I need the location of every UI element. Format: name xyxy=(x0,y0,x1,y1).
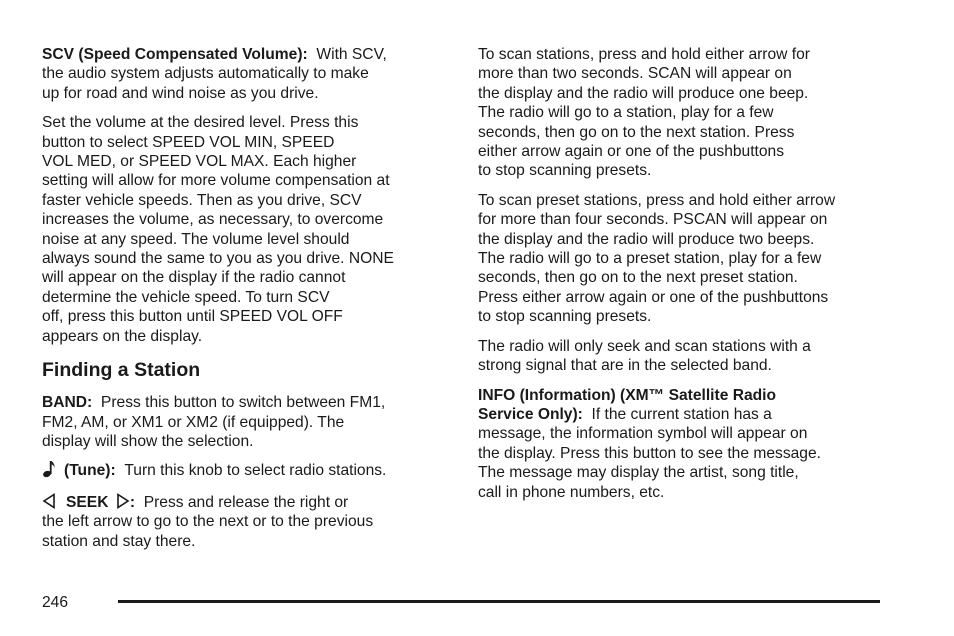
text-line: The radio will only seek and scan stations with a xyxy=(478,337,811,355)
text-line: the display. Press this button to see the message. xyxy=(478,444,821,462)
right-column xyxy=(478,45,888,512)
text-line: always sound the same to you as you drive. NONE xyxy=(42,250,394,268)
text-line: Press and release the right or xyxy=(143,493,349,511)
scv-term: SCV (Speed Compensated Volume): xyxy=(42,46,308,63)
text-line: Set the volume at the desired level. Press this xyxy=(42,114,359,132)
text-line: the display and the radio will produce two beeps. xyxy=(478,230,815,248)
text-line: faster vehicle speeds. Then as you drive, SCV xyxy=(42,191,362,209)
scan-paragraph xyxy=(478,45,888,181)
text-line: determine the vehicle speed. To turn SCV xyxy=(42,288,330,306)
text-line: to stop scanning presets. xyxy=(478,308,652,326)
band-term: BAND: xyxy=(42,394,93,412)
text-line: The message may display the artist, song title, xyxy=(478,464,799,482)
text-line: either arrow again or one of the pushbuttons xyxy=(478,143,785,161)
text-line: Press this button to switch between FM1, xyxy=(100,394,386,412)
text-line: setting will allow for more volume compensation at xyxy=(42,172,390,190)
section-heading: Finding a Station xyxy=(42,359,201,382)
text-line: the display and the radio will produce one beep. xyxy=(478,84,809,102)
band-paragraph xyxy=(42,393,452,451)
tune-paragraph xyxy=(42,461,452,480)
text-line: FM2, AM, or XM1 or XM2 (if equipped). The xyxy=(42,413,345,431)
text-line: noise at any speed. The volume level should xyxy=(42,230,350,248)
text-line: To scan preset stations, press and hold either arrow xyxy=(478,191,836,209)
text-line: station and stay there. xyxy=(42,532,196,550)
info-term-continued: Service Only): xyxy=(478,405,583,423)
text-line: message, the information symbol will appear on xyxy=(478,425,808,443)
left-arrow-icon xyxy=(42,493,56,509)
text-line: To scan stations, press and hold either arrow for xyxy=(478,46,810,63)
footer-rule xyxy=(118,600,880,603)
text-line: call in phone numbers, etc. xyxy=(478,483,665,501)
seek-note-paragraph xyxy=(478,337,888,376)
text-line: Turn this knob to select radio stations. xyxy=(124,462,387,480)
text-line: seconds, then go on to the next preset station. xyxy=(478,269,798,287)
text-line: increases the volume, as necessary, to overcome xyxy=(42,211,384,229)
scv-paragraph xyxy=(42,45,452,103)
right-arrow-icon xyxy=(116,493,130,509)
text-line: to stop scanning presets. xyxy=(478,162,652,180)
info-term: INFO (Information) (XM™ Satellite Radio xyxy=(478,386,777,404)
text-line: more than two seconds. SCAN will appear on xyxy=(478,65,792,83)
text-line: If the current station has a xyxy=(591,405,772,423)
text-line: for more than four seconds. PSCAN will appear on xyxy=(478,211,828,229)
text-line: VOL MED, or SPEED VOL MAX. Each higher xyxy=(42,153,357,171)
scv-line: With SCV, xyxy=(316,46,387,63)
text-line: seconds, then go on to the next station. Press xyxy=(478,123,795,141)
text-line: button to select SPEED VOL MIN, SPEED xyxy=(42,133,335,151)
text-line: strong signal that are in the selected band. xyxy=(478,357,772,375)
page-number: 246 xyxy=(42,594,69,611)
seek-paragraph xyxy=(42,493,452,551)
music-note-icon xyxy=(42,460,56,478)
tune-term: (Tune): xyxy=(64,462,116,480)
scv-line: the audio system adjusts automatically to make xyxy=(42,65,369,83)
text-line: will appear on the display if the radio cannot xyxy=(42,269,346,287)
info-paragraph xyxy=(478,386,888,502)
text-line: the left arrow to go to the next or to the previous xyxy=(42,513,374,531)
speed-volume-paragraph xyxy=(42,113,452,346)
pscan-paragraph xyxy=(478,191,888,327)
text-line: display will show the selection. xyxy=(42,432,254,450)
text-line: off, press this button until SPEED VOL OFF xyxy=(42,308,343,326)
text-line: The radio will go to a preset station, play for a few xyxy=(478,250,822,268)
seek-colon: : xyxy=(129,493,136,511)
text-line: appears on the display. xyxy=(42,327,203,345)
scv-line: up for road and wind noise as you drive. xyxy=(42,84,319,102)
seek-term: SEEK xyxy=(66,493,109,511)
text-line: Press either arrow again or one of the pushbuttons xyxy=(478,288,829,306)
text-line: The radio will go to a station, play for a few xyxy=(478,104,774,122)
left-column xyxy=(42,45,452,561)
